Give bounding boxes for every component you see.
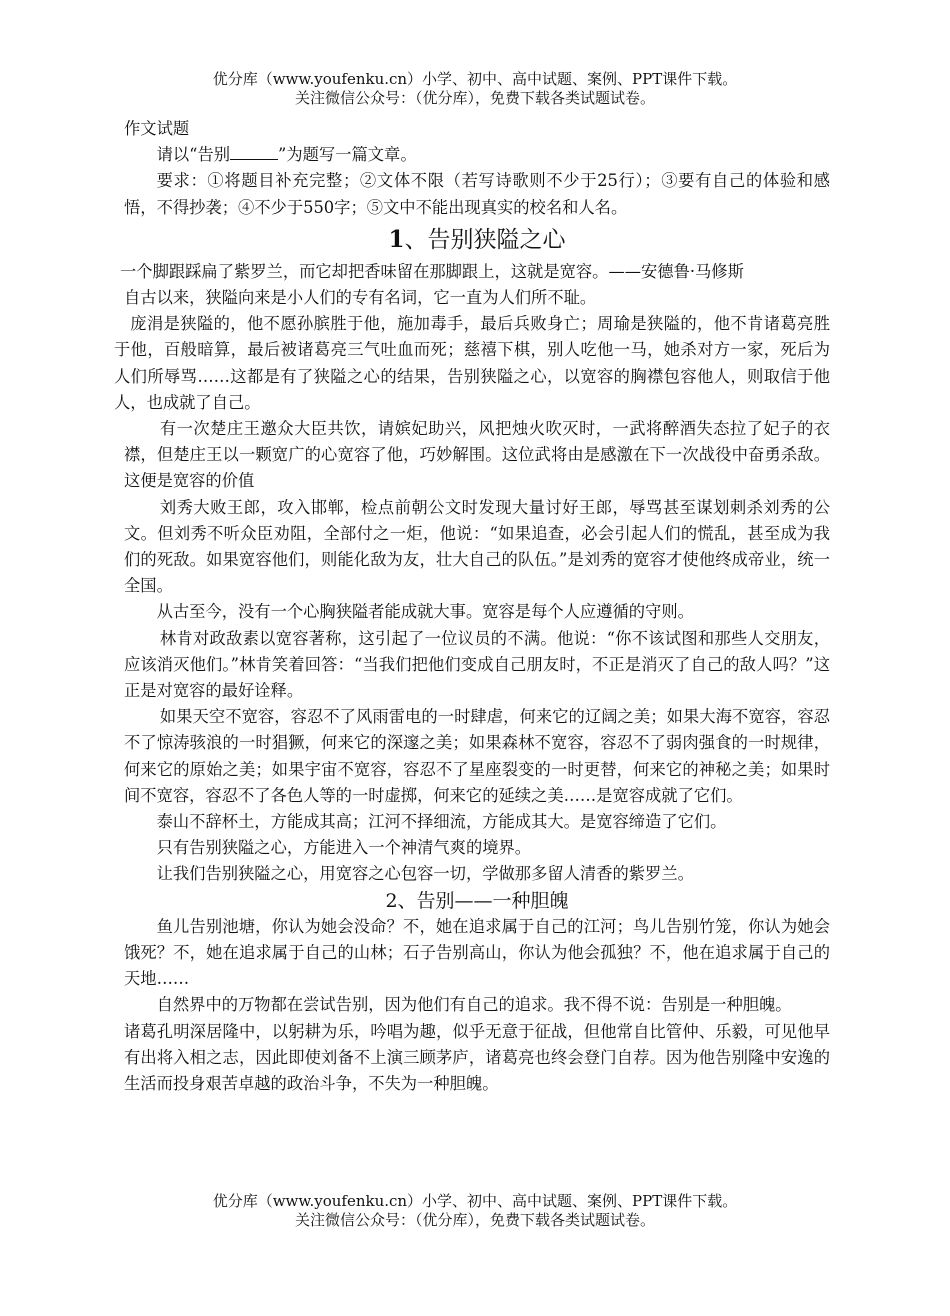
essay1-paragraph: 有一次楚庄王邀众大臣共饮，请嫔妃助兴，风把烛火吹灭时，一武将醉酒失态拉了妃子的衣襟，但楚庄王以一颗宽广的心宽容了他，巧妙解围。这位武将由是感激在下一次战役中奋勇杀敌。这便是宽容的价值 (124, 419, 830, 491)
section-label: 作文试题 (124, 119, 190, 138)
essay1-title-text: 、告别狭隘之心 (404, 226, 566, 253)
essay1-paragraph: 刘秀大败王郎，攻入邯郸，检点前朝公文时发现大量讨好王郎，辱骂甚至谋划刺杀刘秀的公文。但刘秀不听众臣劝阻，全部付之一炬，他说：“如果追查，必会引起人们的慌乱，甚至成为我们的死敌。如果宽容他们，则能化敌为友，壮大自己的队伍。”是刘秀的宽容才使他终成帝业，统一全国。 (124, 497, 830, 596)
header-line-1: 优分库（www.youfenku.cn）小学、初中、高中试题、案例、PPT课件下载。 (212, 70, 738, 88)
essay1-number: 1 (388, 225, 405, 253)
essay1-paragraph: 庞涓是狭隘的，他不愿孙膑胜于他，施加毒手，最后兵败身亡；周瑜是狭隘的，他不肯诸葛亮胜于他，百般暗算，最后被诸葛亮三气吐血而死；慈禧下棋，别人吃他一马，她杀对方一家，死后为人们所辱骂……这都是有了狭隘之心的结果，告别狭隘之心，以宽容的胸襟包容他人，则取信于他人，也成就了自己。 (114, 314, 830, 412)
document-body (114, 116, 830, 1097)
essay1-paragraph: 让我们告别狭隘之心，用宽容之心包容一切，学做那多留人清香的紫罗兰。 (156, 864, 694, 884)
header-line-2: 关注微信公众号：（优分库），免费下载各类试题试卷。 (294, 89, 655, 107)
page-header (0, 70, 950, 108)
footer-line-2: 关注微信公众号：（优分库），免费下载各类试题试卷。 (294, 1211, 655, 1229)
essay2-paragraph: 诸葛孔明深居隆中，以躬耕为乐，吟唱为趣，似乎无意于征战，但他常自比管仲、乐毅，可见他早有出将入相之志，因此即使刘备不上演三顾茅庐，诸葛亮也终会登门自荐。因为他告别隆中安逸的生活而投身艰苦卓越的政治斗争，不失为一种胆魄。 (124, 1021, 830, 1093)
essay1-paragraph: 从古至今，没有一个心胸狭隘者能成就大事。宽容是每个人应遵循的守则。 (156, 602, 694, 622)
prompt-instruction-after: ”为题写一篇文章。 (278, 145, 417, 165)
prompt-instruction-before: 请以“告别 (156, 145, 231, 165)
essay1-paragraph: 自古以来，狭隘向来是小人们的专有名词，它一直为人们所不耻。 (124, 288, 597, 308)
essay2-title: 2、告别——一种胆魄 (385, 889, 569, 912)
essay1-paragraph: 泰山不辞杯土，方能成其高；江河不择细流，方能成其大。是宽容缔造了它们。 (156, 812, 727, 832)
prompt-requirements: 要求：①将题目补充完整；②文体不限（若写诗歌则不少于25行）；③要有自己的体验和感悟，不得抄袭；④不少于550字；⑤文中不能出现真实的校名和人名。 (124, 171, 830, 217)
essay1-title (124, 223, 830, 257)
essay2-paragraph: 自然界中的万物都在尝试告别，因为他们有自己的追求。我不得不说：告别是一种胆魄。 (156, 995, 792, 1015)
essay1-paragraph: 如果天空不宽容，容忍不了风雨雷电的一时肆虐，何来它的辽阔之美；如果大海不宽容，容忍不了惊涛骇浪的一时猖獗，何来它的深邃之美；如果森林不宽容，容忍不了弱肉强食的一时规律，何来它的原始之美；如果宇宙不宽容，容忍不了星座裂变的一时更替，何来它的神秘之美；如果时间不宽容，容忍不了各色人等的一时虚掷，何来它的延续之美……是宽容成就了它们。 (124, 707, 830, 805)
essay1-paragraph: 林肯对政敌素以宽容著称，这引起了一位议员的不满。他说：“你不该试图和那些人交朋友，应该消灭他们。”林肯笑着回答：“当我们把他们变成自己朋友时，不正是消灭了自己的敌人吗？”这正是对宽容的最好诠释。 (124, 628, 830, 701)
footer-line-1: 优分库（www.youfenku.cn）小学、初中、高中试题、案例、PPT课件下载。 (212, 1192, 738, 1210)
title-blank (230, 145, 278, 160)
essay1-paragraph: 只有告别狭隘之心，方能进入一个神清气爽的境界。 (156, 838, 532, 858)
essay2-paragraph: 鱼儿告别池塘，你认为她会没命？不，她在追求属于自己的江河；鸟儿告别竹笼，你认为她会饿死？不，她在追求属于自己的山林；石子告别高山，你认为他会孤独？不，他在追求属于自己的天地…… (124, 916, 830, 989)
essay1-paragraph: 一个脚跟踩扁了紫罗兰，而它却把香味留在那脚跟上，这就是宽容。——安德鲁·马修斯 (120, 261, 744, 281)
prompt-instruction (124, 142, 830, 168)
page-footer (0, 1192, 950, 1230)
